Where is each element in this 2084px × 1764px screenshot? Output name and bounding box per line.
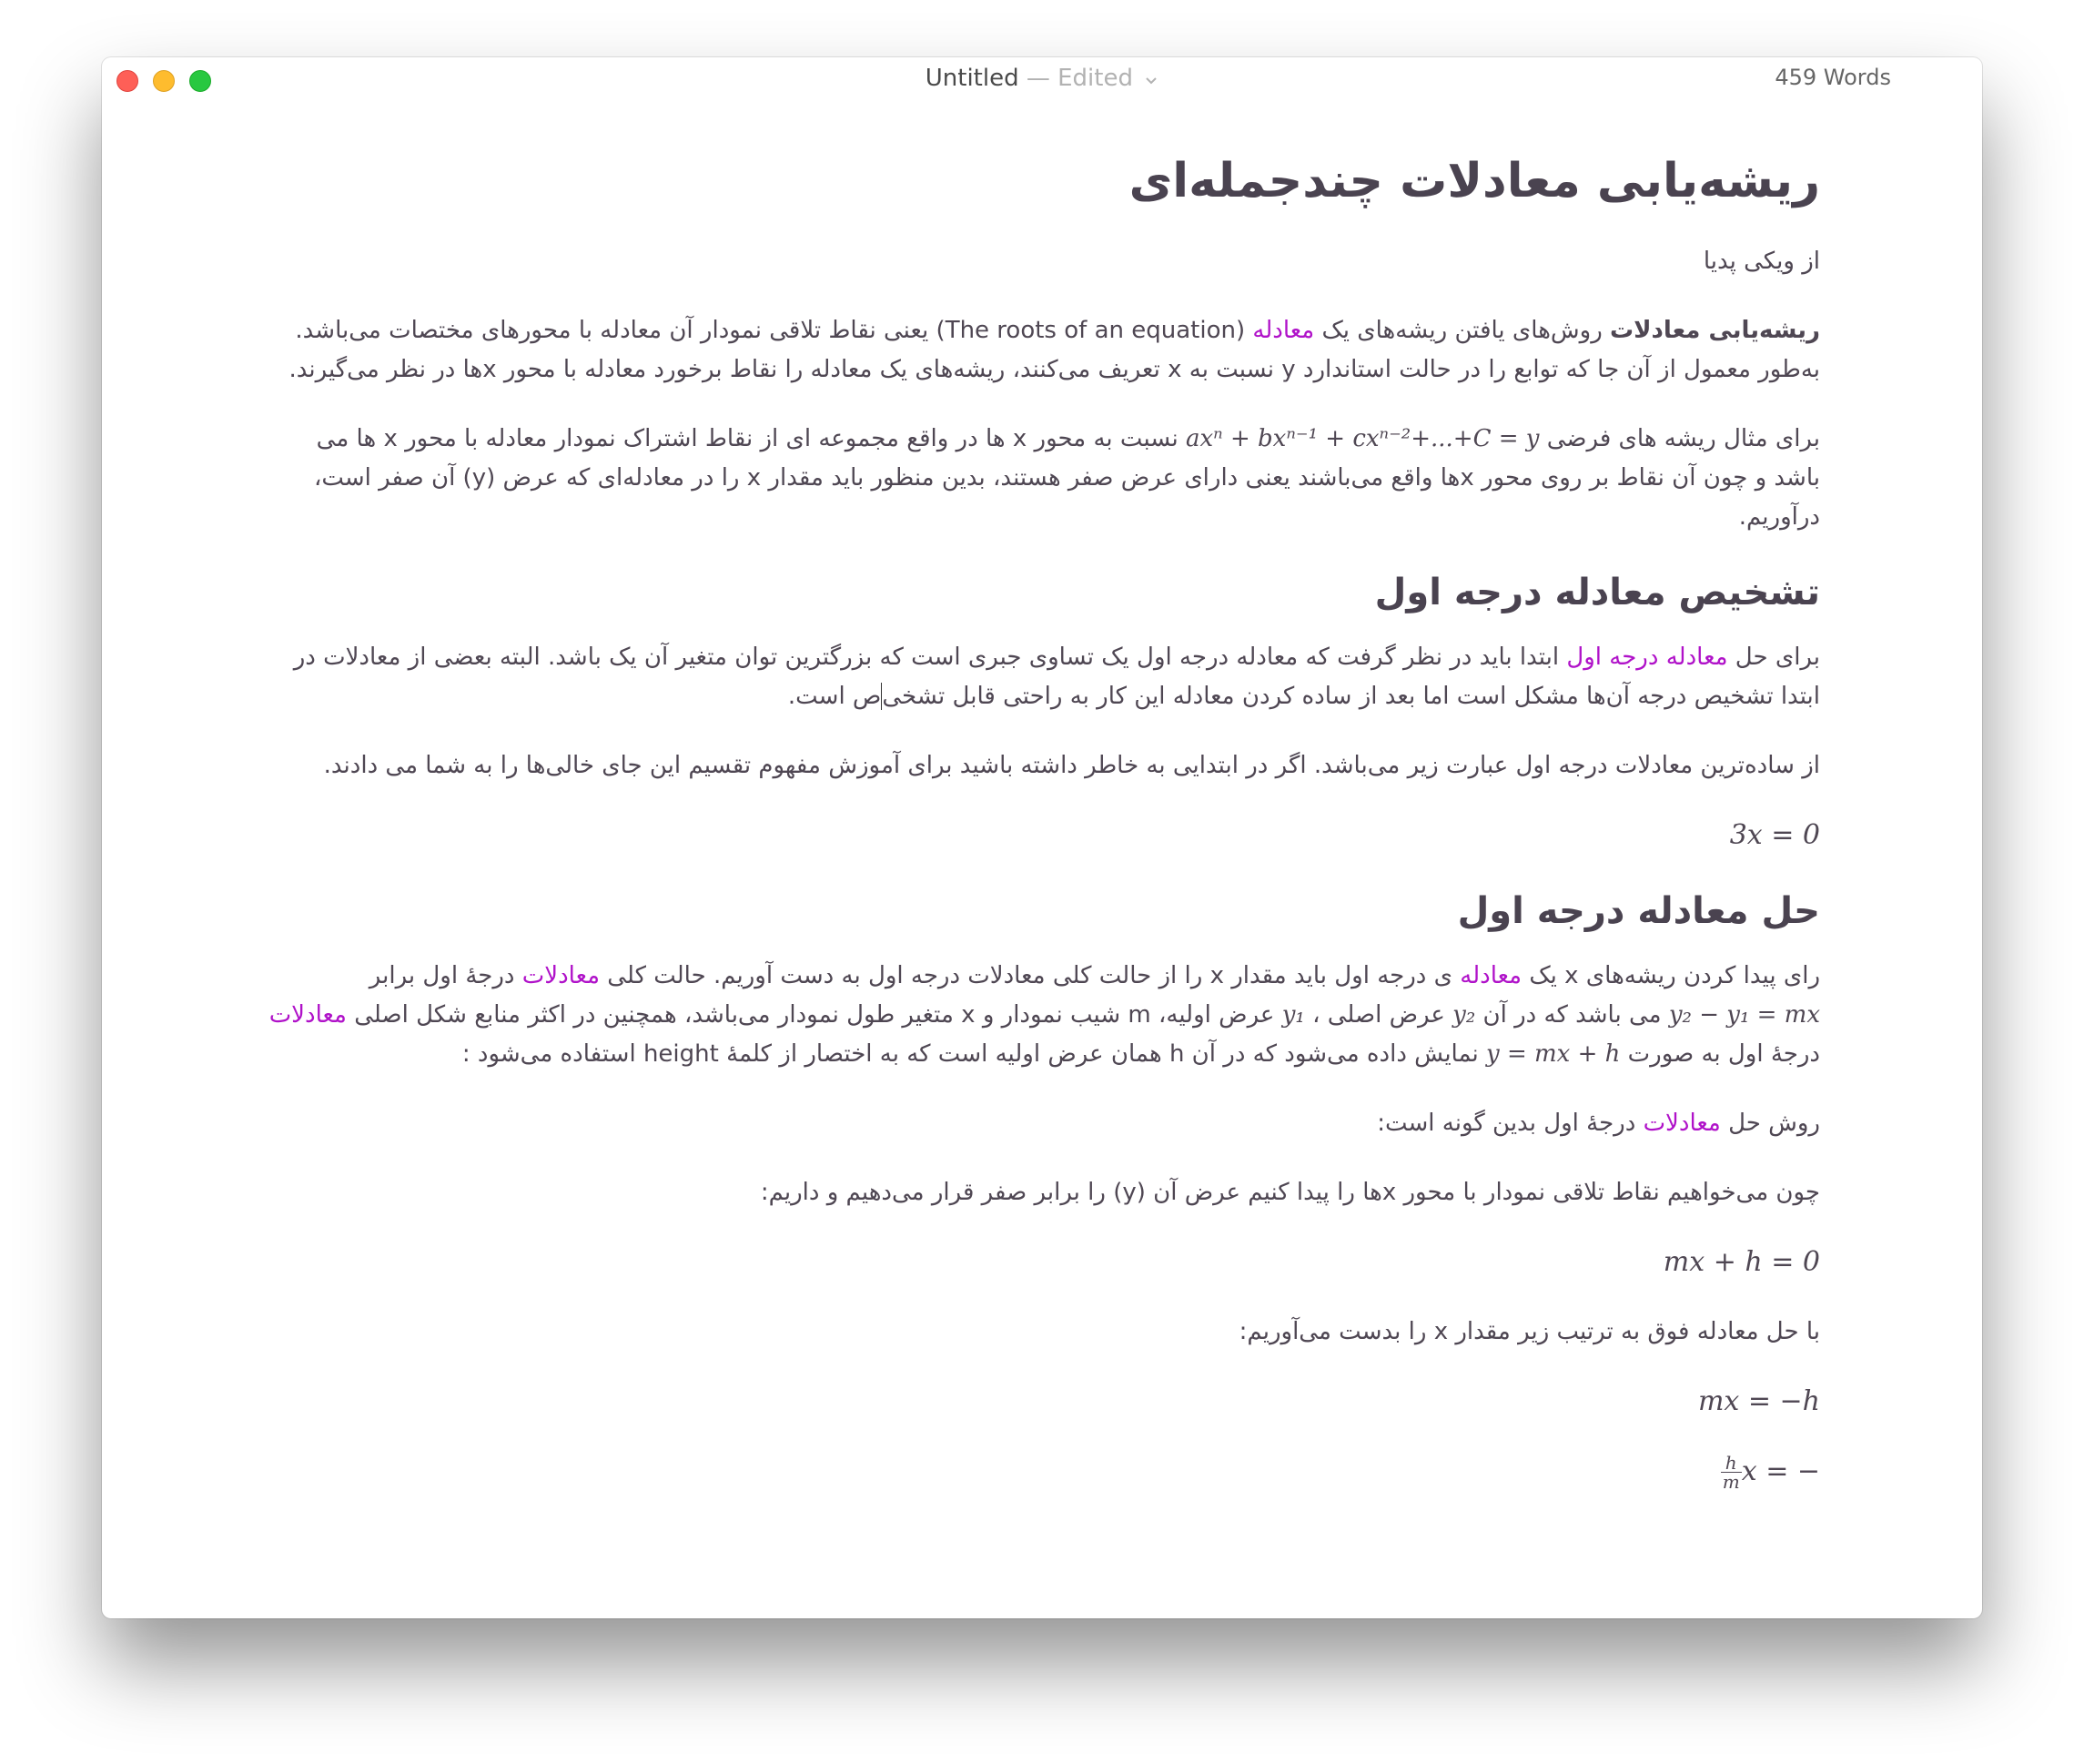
link-equations[interactable]: معادلات bbox=[1643, 1109, 1721, 1137]
fraction bbox=[1721, 1452, 1742, 1494]
editor-window bbox=[102, 57, 1982, 1618]
text-run: ص است. bbox=[787, 682, 882, 710]
bold-term: ریشه‌یابی معادلات bbox=[1610, 316, 1820, 344]
source-line: از ویکی پدیا bbox=[1703, 247, 1820, 275]
text-run: درجهٔ اول برابر bbox=[369, 961, 522, 989]
link-equations[interactable]: معادلات bbox=[268, 1000, 347, 1029]
title-separator: — bbox=[1026, 65, 1050, 92]
fraction-denominator: m bbox=[1722, 1471, 1740, 1494]
section-heading-solve: حل معادله درجه اول bbox=[1457, 889, 1820, 932]
text-run: برای حل bbox=[1727, 643, 1820, 671]
document-name: Untitled bbox=[925, 65, 1019, 92]
text-run: روش حل bbox=[1720, 1109, 1820, 1137]
text-run: ی درجه اول باید مقدار x را از حالت کلی معادلات درجه اول به دست آوریم. حالت کلی bbox=[600, 961, 1461, 989]
equation-lhs: x = − bbox=[1741, 1455, 1820, 1487]
link-equations[interactable]: معادلات bbox=[521, 961, 601, 989]
equation-3x bbox=[264, 816, 1820, 856]
section-heading-detect: تشخیص معادله درجه اول bbox=[1374, 571, 1820, 613]
inline-math: y₁ bbox=[1281, 1000, 1305, 1029]
paragraph-detect bbox=[264, 638, 1820, 716]
edited-status: Edited bbox=[1057, 65, 1133, 92]
text-run: عرض اولیه، m شیب نمودار و x متغیر طول نمودار می‌باشد، همچنین در اکثر منابع شکل اصلی bbox=[346, 1000, 1282, 1029]
paragraph-simplest: از ساده‌ترین معادلات درجه اول عبارت زیر می‌باشد. اگر در ابتدایی به خاطر داشته باشید برای آموزش مفهوم تقسیم این جای خالی‌ها را به شما می دادند. bbox=[323, 751, 1820, 779]
text-run: نسبت به محور x ها در واقع مجموعه ای از نقاط اشتراک نمودار معادله با محور x ها می باشد و چون آن نقاط بر روی محور xها واقع می‌باشند یعنی دارای عرض صفر هستند، بدین منظور باید مقدار x را در معادله‌ای که عرض (y) آن صفر است، درآوریم. bbox=[313, 424, 1820, 531]
paragraph-general-form bbox=[264, 957, 1820, 1074]
inline-math: y₂ − y₁ = mx bbox=[1668, 1000, 1820, 1029]
title-bar bbox=[102, 57, 1982, 103]
text-run: برای مثال ریشه های فرضی bbox=[1539, 424, 1820, 452]
window-title[interactable] bbox=[102, 65, 1982, 93]
text-run: (The roots of an equation) یعنی نقاط تلاقی نمودار آن معادله با محورهای مختصات می‌باشد. به‌طور معمول از آن جا که توابع را در حالت استاندارد y نسبت به x تعریف می‌کنند، ریشه‌های یک معادله را نقاط برخورد معادله با محور xها در نظر می‌گیرند. bbox=[288, 316, 1820, 383]
text-run: درجهٔ اول بدین گونه است: bbox=[1377, 1109, 1644, 1137]
document-heading: ریشه‌یابی معادلات چندجمله‌ای bbox=[1128, 154, 1820, 208]
inline-math: y = mx + h bbox=[1486, 1039, 1621, 1068]
text-run: عرض اصلی ، bbox=[1304, 1000, 1453, 1029]
paragraph-example bbox=[264, 420, 1820, 537]
paragraph-intersection: چون می‌خواهیم نقاط تلاقی نمودار با محور xها را پیدا کنیم عرض آن (y) را برابر صفر قرار می‌دهیم و داریم: bbox=[760, 1178, 1820, 1206]
link-equation[interactable]: معادله bbox=[1460, 961, 1523, 989]
inline-math: y₂ bbox=[1452, 1000, 1476, 1029]
text-run: درجهٔ اول به صورت bbox=[1620, 1039, 1820, 1068]
word-count[interactable]: 459 Words bbox=[1775, 65, 1891, 90]
text-run: روش‌های یافتن ریشه‌های یک bbox=[1314, 316, 1611, 344]
equation-mx-minus-h bbox=[264, 1382, 1820, 1422]
text-run: ابتدا باید در نظر گرفت که معادله درجه اول یک تساوی جبری است که بزرگترین توان متغیر آن یک باشد. البته بعضی از معادلات در ابتدا تشخیص درجه آن‌ها مشکل است اما بعد از ساده کردن معادله این کار به راحتی قابل تشخی bbox=[293, 643, 1820, 710]
paragraph-intro bbox=[264, 311, 1820, 390]
equation-mx-h bbox=[264, 1242, 1820, 1282]
chevron-down-icon[interactable] bbox=[1144, 66, 1158, 93]
equation-text: mx + h = 0 bbox=[1663, 1245, 1820, 1278]
text-run: رای پیدا کردن ریشه‌های x یک bbox=[1522, 961, 1820, 989]
document-body[interactable] bbox=[264, 148, 1820, 1522]
fraction-numerator: h bbox=[1721, 1454, 1742, 1473]
link-equation[interactable]: معادله bbox=[1252, 316, 1315, 344]
link-linear-equation[interactable]: معادله درجه اول bbox=[1566, 643, 1728, 671]
paragraph-solving: با حل معادله فوق به ترتیب زیر مقدار x را بدست می‌آوریم: bbox=[1239, 1317, 1820, 1345]
paragraph-method bbox=[264, 1104, 1820, 1143]
equation-x-fraction bbox=[264, 1452, 1820, 1492]
equation-text: mx = −h bbox=[1697, 1384, 1820, 1417]
inline-math: axⁿ + bxⁿ⁻¹ + cxⁿ⁻²+...+C = y bbox=[1186, 424, 1540, 452]
equation-text: 3x = 0 bbox=[1729, 818, 1820, 851]
text-run: نمایش داده می‌شود که در آن h همان عرض اولیه است که به اختصار از کلمهٔ height استفاده می‌شود : bbox=[461, 1039, 1487, 1068]
text-run: می باشد که در آن bbox=[1475, 1000, 1669, 1029]
